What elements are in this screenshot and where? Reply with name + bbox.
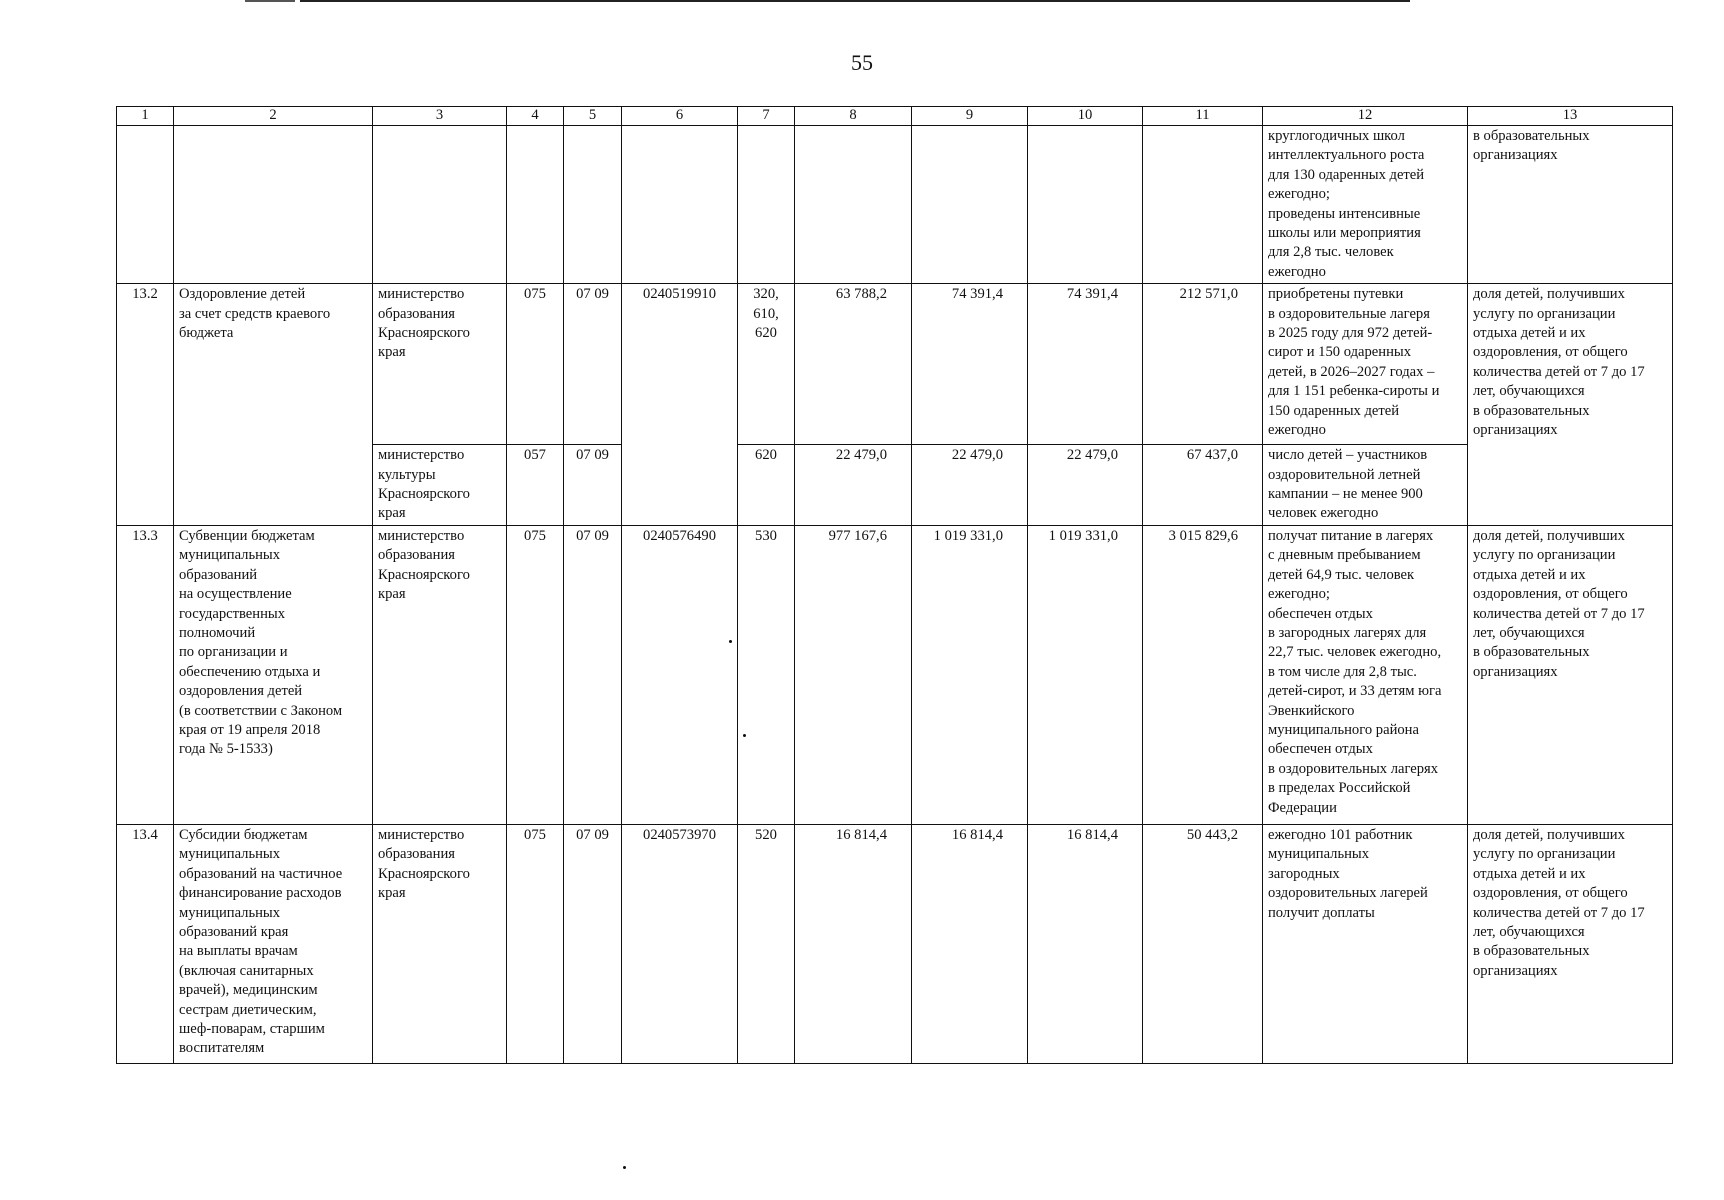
column-header: 5 — [564, 107, 622, 126]
table-cell — [912, 126, 1028, 284]
scan-speck — [623, 1166, 626, 1169]
responsible-org: министерство образования Красноярского края — [373, 284, 507, 445]
table-cell — [507, 126, 564, 284]
expense-type-code: 520 — [738, 824, 795, 1063]
result-cell: ежегодно 101 работник муниципальных загородных оздоровительных лагерей получит доплаты — [1263, 824, 1468, 1063]
table-cell — [174, 126, 373, 284]
section-code: 07 09 — [564, 284, 622, 445]
table-row-continuation — [117, 126, 1673, 284]
table-row-13-3 — [117, 525, 1673, 824]
amount-2027: 74 391,4 — [1028, 284, 1143, 445]
column-header: 8 — [795, 107, 912, 126]
table-cell — [117, 126, 174, 284]
column-header: 9 — [912, 107, 1028, 126]
measure-name: Субвенции бюджетам муниципальных образований на осуществление государственных полномочий по организации и обеспечению отдыха и оздоровления детей (в соответствии с Законом края от 19 апреля 2018 года № 5-1533) — [174, 525, 373, 824]
column-header: 1 — [117, 107, 174, 126]
row-number: 13.2 — [117, 284, 174, 526]
measure-name: Субсидии бюджетам муниципальных образований на частичное финансирование расходов муниципальных образований края на выплаты врачам (включая санитарных врачей), медицинским сестрам диетическим, шеф-поварам, старшим воспитателям — [174, 824, 373, 1063]
column-header: 6 — [622, 107, 738, 126]
column-number-row — [117, 107, 1673, 126]
target-article-code: 0240576490 — [622, 525, 738, 824]
expense-type-code: 530 — [738, 525, 795, 824]
amount-total: 67 437,0 — [1143, 445, 1263, 526]
indicator-cell: доля детей, получивших услугу по организации отдыха детей и их оздоровления, от общего количества детей от 7 до 17 лет, обучающихся в образовательных организациях — [1468, 284, 1673, 526]
result-cell: число детей – участников оздоровительной летней кампании – не менее 900 человек ежегодно — [1263, 445, 1468, 526]
amount-2025: 22 479,0 — [795, 445, 912, 526]
result-cell: круглогодичных школ интеллектуального роста для 130 одаренных детей ежегодно; проведены интенсивные школы или мероприятия для 2,8 тыс. человек ежегодно — [1263, 126, 1468, 284]
indicator-cell: доля детей, получивших услугу по организации отдыха детей и их оздоровления, от общего количества детей от 7 до 17 лет, обучающихся в образовательных организациях — [1468, 824, 1673, 1063]
table-row-13-4 — [117, 824, 1673, 1063]
responsible-org: министерство образования Красноярского края — [373, 525, 507, 824]
table-cell — [564, 126, 622, 284]
target-article-code: 0240573970 — [622, 824, 738, 1063]
section-code: 07 09 — [564, 824, 622, 1063]
amount-2027: 1 019 331,0 — [1028, 525, 1143, 824]
scan-speck — [743, 734, 746, 737]
table-cell — [795, 126, 912, 284]
table-cell — [1143, 126, 1263, 284]
scan-artifact-line — [300, 0, 1410, 2]
result-cell: получат питание в лагерях с дневным пребыванием детей 64,9 тыс. человек ежегодно; обеспечен отдых в загородных лагерях для 22,7 тыс. человек ежегодно, в том числе для 2,8 тыс. детей-сирот, и 33 детям юга Эвенкийского муниципального района обеспечен отдых в оздоровительных лагерях в пределах Российской Федерации — [1263, 525, 1468, 824]
responsible-org: министерство образования Красноярского края — [373, 824, 507, 1063]
table-cell — [622, 126, 738, 284]
section-code: 07 09 — [564, 525, 622, 824]
result-cell: приобретены путевки в оздоровительные лагеря в 2025 году для 972 детей- сирот и 150 одаренных детей, в 2026–2027 годах – для 1 151 ребенка-сироты и 150 одаренных детей ежегодно — [1263, 284, 1468, 445]
grbs-code: 057 — [507, 445, 564, 526]
amount-2026: 1 019 331,0 — [912, 525, 1028, 824]
indicator-cell: в образовательных организациях — [1468, 126, 1673, 284]
column-header: 11 — [1143, 107, 1263, 126]
expense-type-code: 620 — [738, 445, 795, 526]
row-number: 13.4 — [117, 824, 174, 1063]
table-cell — [1028, 126, 1143, 284]
row-number: 13.3 — [117, 525, 174, 824]
column-header: 4 — [507, 107, 564, 126]
program-measures-table — [116, 106, 1673, 1064]
grbs-code: 075 — [507, 525, 564, 824]
amount-2026: 16 814,4 — [912, 824, 1028, 1063]
amount-total: 212 571,0 — [1143, 284, 1263, 445]
grbs-code: 075 — [507, 824, 564, 1063]
target-article-code: 0240519910 — [622, 284, 738, 526]
amount-2025: 63 788,2 — [795, 284, 912, 445]
amount-2026: 74 391,4 — [912, 284, 1028, 445]
amount-2025: 16 814,4 — [795, 824, 912, 1063]
page-number: 55 — [851, 50, 873, 75]
amount-2027: 16 814,4 — [1028, 824, 1143, 1063]
section-code: 07 09 — [564, 445, 622, 526]
amount-2027: 22 479,0 — [1028, 445, 1143, 526]
column-header: 13 — [1468, 107, 1673, 126]
column-header: 2 — [174, 107, 373, 126]
amount-total: 50 443,2 — [1143, 824, 1263, 1063]
scan-speck — [729, 640, 732, 643]
amount-2025: 977 167,6 — [795, 525, 912, 824]
measure-name: Оздоровление детей за счет средств краевого бюджета — [174, 284, 373, 526]
column-header: 3 — [373, 107, 507, 126]
table-cell — [373, 126, 507, 284]
table-cell — [738, 126, 795, 284]
amount-2026: 22 479,0 — [912, 445, 1028, 526]
column-header: 10 — [1028, 107, 1143, 126]
column-header: 12 — [1263, 107, 1468, 126]
expense-type-code: 320, 610, 620 — [738, 284, 795, 445]
table-row-13-2a — [117, 284, 1673, 445]
scan-artifact-line — [245, 0, 295, 2]
column-header: 7 — [738, 107, 795, 126]
grbs-code: 075 — [507, 284, 564, 445]
indicator-cell: доля детей, получивших услугу по организации отдыха детей и их оздоровления, от общего количества детей от 7 до 17 лет, обучающихся в образовательных организациях — [1468, 525, 1673, 824]
amount-total: 3 015 829,6 — [1143, 525, 1263, 824]
responsible-org: министерство культуры Красноярского края — [373, 445, 507, 526]
